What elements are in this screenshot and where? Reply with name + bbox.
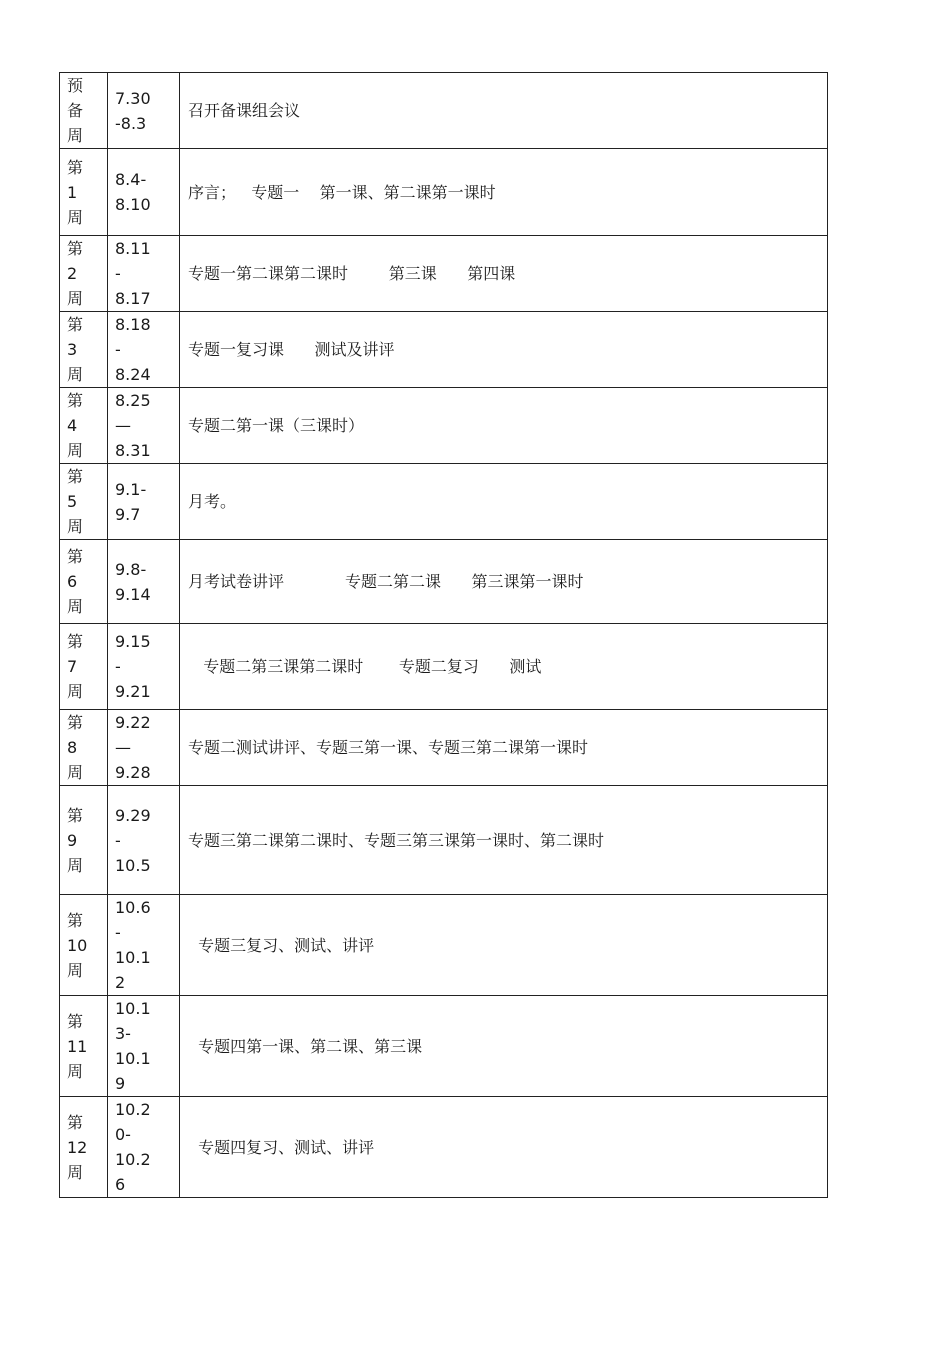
week-cell: 第 3 周	[60, 312, 108, 388]
content-cell: 专题一复习课 测试及讲评	[180, 312, 828, 388]
week-cell: 第 11 周	[60, 996, 108, 1097]
table-row	[60, 388, 828, 464]
table-row	[60, 149, 828, 236]
table-row	[60, 1097, 828, 1198]
week-cell: 第 2 周	[60, 236, 108, 312]
table-row	[60, 73, 828, 149]
content-cell: 专题二测试讲评、专题三第一课、专题三第二课第一课时	[180, 710, 828, 786]
date-cell: 9.22 — 9.28	[108, 710, 180, 786]
week-cell: 预 备 周	[60, 73, 108, 149]
date-cell: 8.4- 8.10	[108, 149, 180, 236]
content-cell: 专题四复习、测试、讲评	[180, 1097, 828, 1198]
table-row	[60, 540, 828, 624]
content-cell: 专题二第一课（三课时）	[180, 388, 828, 464]
date-cell: 8.18 - 8.24	[108, 312, 180, 388]
date-cell: 10.1 3- 10.1 9	[108, 996, 180, 1097]
content-cell: 序言； 专题一 第一课、第二课第一课时	[180, 149, 828, 236]
table-row	[60, 895, 828, 996]
schedule-table	[59, 72, 828, 1198]
date-cell: 9.15 - 9.21	[108, 624, 180, 710]
week-cell: 第 8 周	[60, 710, 108, 786]
week-cell: 第 7 周	[60, 624, 108, 710]
date-cell: 9.8- 9.14	[108, 540, 180, 624]
content-cell: 专题一第二课第二课时 第三课 第四课	[180, 236, 828, 312]
table-row	[60, 312, 828, 388]
schedule-body	[60, 73, 828, 1198]
content-cell: 月考。	[180, 464, 828, 540]
table-row	[60, 236, 828, 312]
table-row	[60, 710, 828, 786]
table-row	[60, 996, 828, 1097]
content-cell: 专题四第一课、第二课、第三课	[180, 996, 828, 1097]
week-cell: 第 9 周	[60, 786, 108, 895]
week-cell: 第 10 周	[60, 895, 108, 996]
date-cell: 9.29 - 10.5	[108, 786, 180, 895]
week-cell: 第 12 周	[60, 1097, 108, 1198]
date-cell: 10.2 0- 10.2 6	[108, 1097, 180, 1198]
week-cell: 第 5 周	[60, 464, 108, 540]
week-cell: 第 1 周	[60, 149, 108, 236]
content-cell: 专题二第三课第二课时 专题二复习 测试	[180, 624, 828, 710]
week-cell: 第 6 周	[60, 540, 108, 624]
content-cell: 专题三第二课第二课时、专题三第三课第一课时、第二课时	[180, 786, 828, 895]
content-cell: 召开备课组会议	[180, 73, 828, 149]
date-cell: 8.11 - 8.17	[108, 236, 180, 312]
date-cell: 8.25 — 8.31	[108, 388, 180, 464]
table-row	[60, 624, 828, 710]
week-cell: 第 4 周	[60, 388, 108, 464]
table-row	[60, 464, 828, 540]
date-cell: 9.1- 9.7	[108, 464, 180, 540]
content-cell: 月考试卷讲评 专题二第二课 第三课第一课时	[180, 540, 828, 624]
date-cell: 7.30 -8.3	[108, 73, 180, 149]
content-cell: 专题三复习、测试、讲评	[180, 895, 828, 996]
date-cell: 10.6 - 10.1 2	[108, 895, 180, 996]
table-row	[60, 786, 828, 895]
